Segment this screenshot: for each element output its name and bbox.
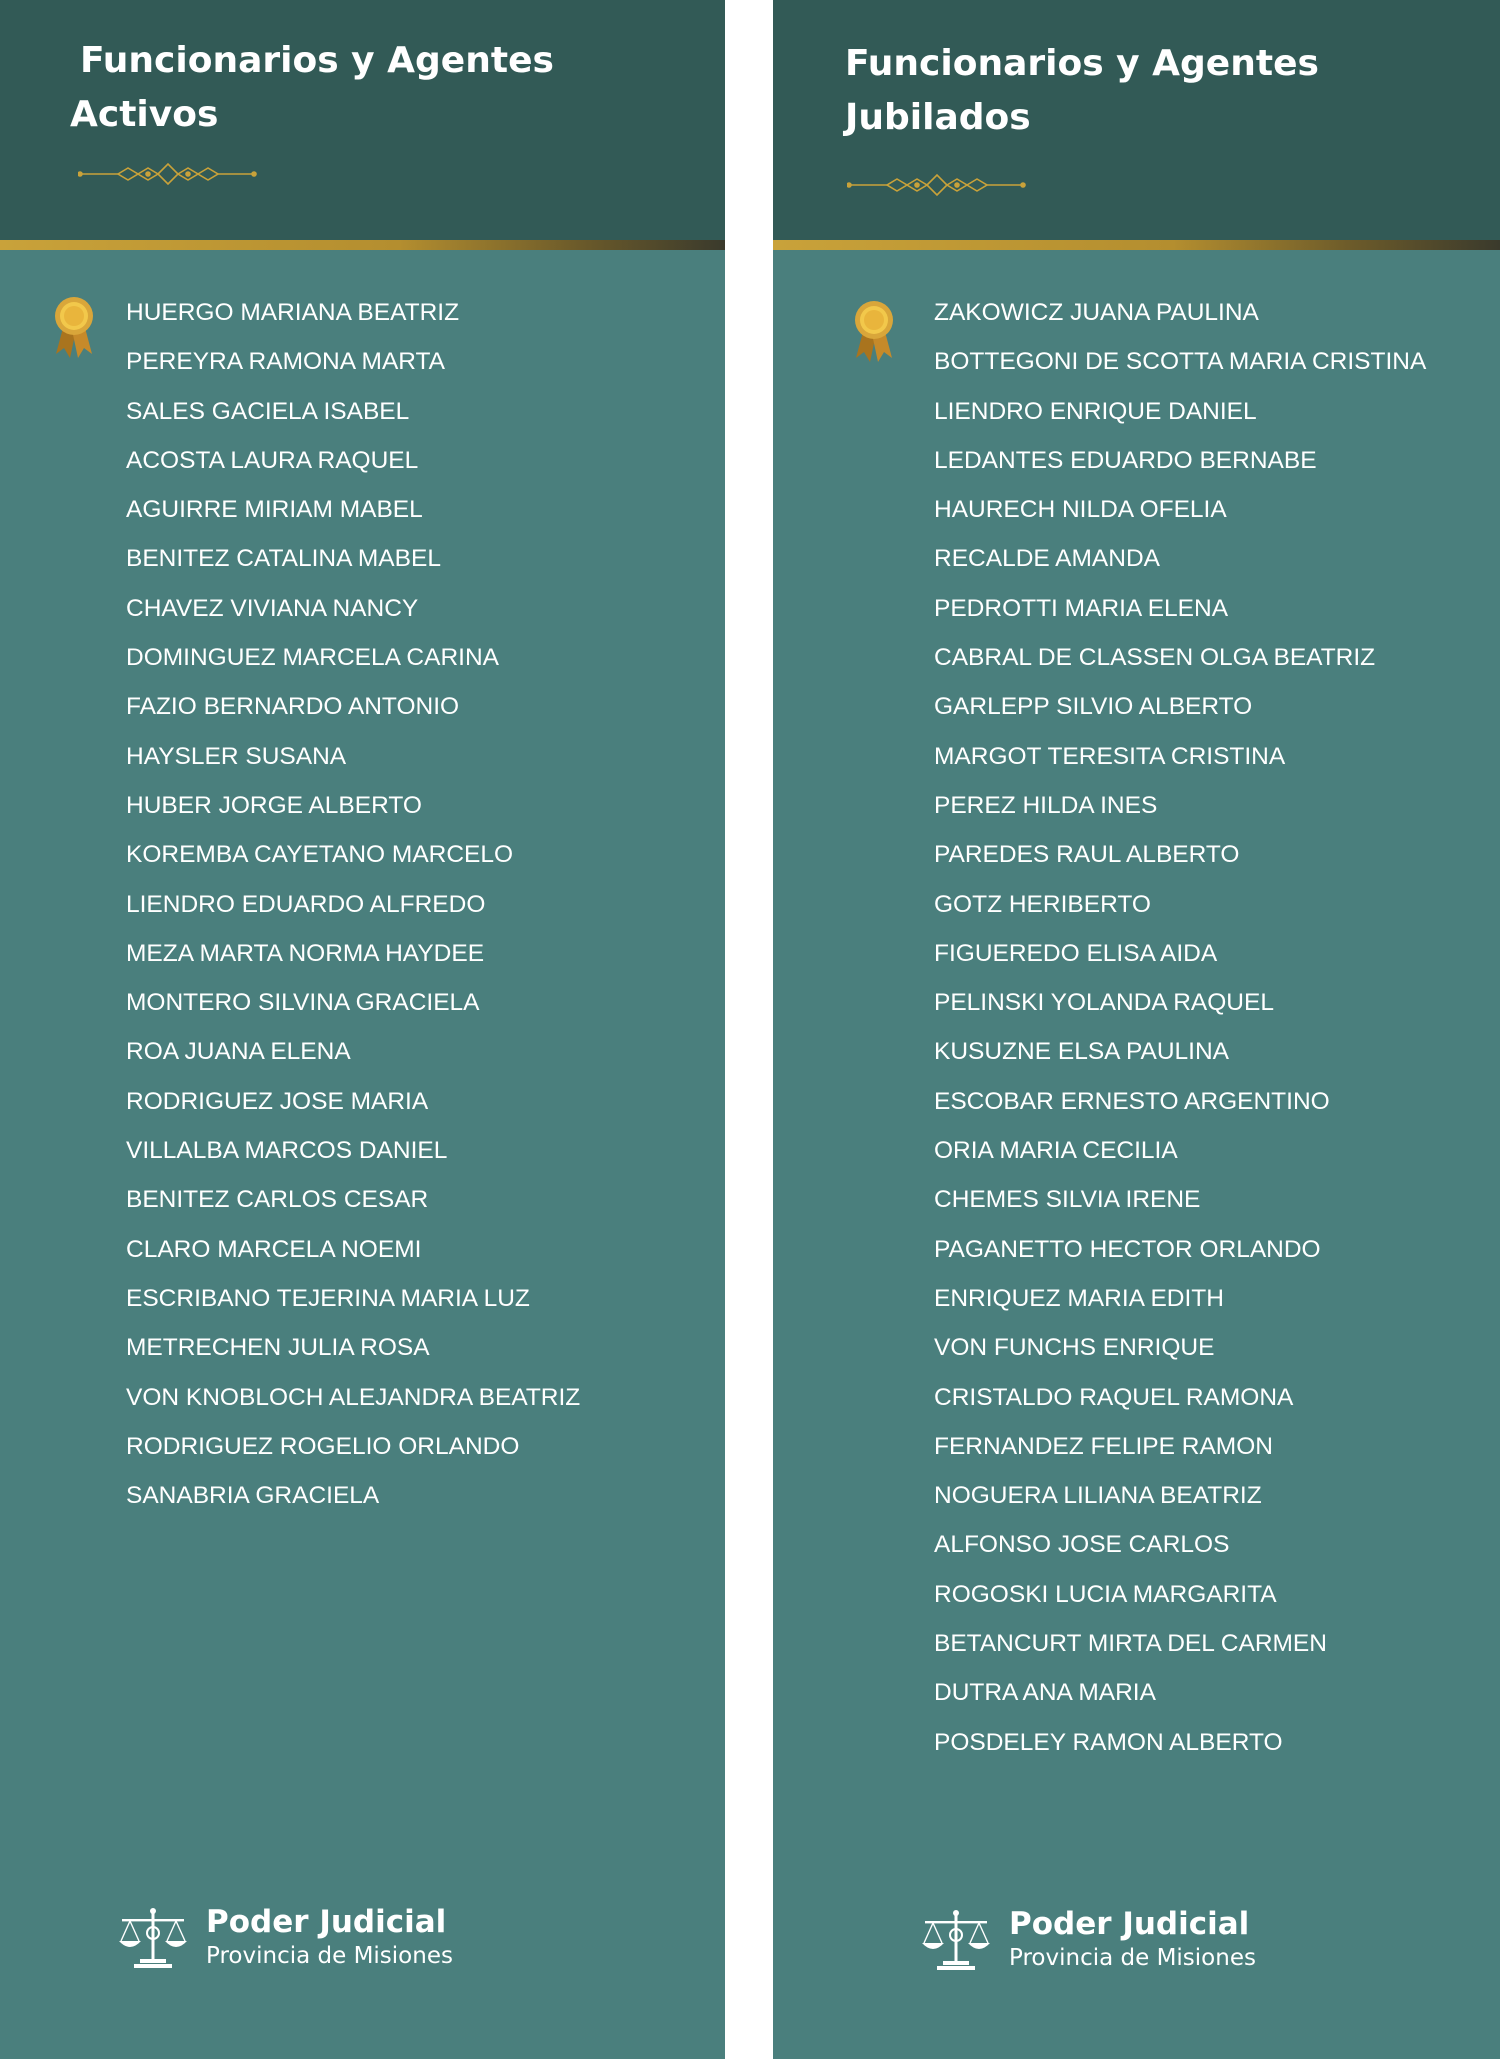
logo-subtitle: Provincia de Misiones [206,1943,453,1969]
names-list [126,288,580,1520]
list-item: BOTTEGONI DE SCOTTA MARIA CRISTINA [934,348,1427,376]
list-item: SANABRIA GRACIELA [126,1482,380,1510]
list-item: MEZA MARTA NORMA HAYDEE [126,939,485,967]
logo-org-name: Poder Judicial [1009,1906,1250,1942]
list-item: LIENDRO EDUARDO ALFREDO [126,890,486,918]
panel-title [845,37,1319,145]
list-item: ROA JUANA ELENA [126,1038,351,1066]
scales-of-justice-icon [118,1905,188,1971]
list-item: PAGANETTO HECTOR ORLANDO [934,1235,1321,1263]
list-item: MARGOT TERESITA CRISTINA [934,742,1286,770]
list-item: FIGUEREDO ELISA AIDA [934,939,1218,967]
poder-judicial-logo [118,1904,453,1972]
list-item: DOMINGUEZ MARCELA CARINA [126,644,499,672]
panel-title-line2: Activos [70,94,219,135]
list-item: FERNANDEZ FELIPE RAMON [934,1432,1273,1460]
list-item: PEDROTTI MARIA ELENA [934,594,1229,622]
list-item: AGUIRRE MIRIAM MABEL [126,496,423,524]
ornament-divider-icon [847,173,1027,197]
panel-title-line1: Funcionarios y Agentes [80,40,554,81]
panel-title-line1: Funcionarios y Agentes [845,43,1319,84]
list-item: RODRIGUEZ ROGELIO ORLANDO [126,1432,520,1460]
names-list [934,288,1426,1767]
list-item: ESCOBAR ERNESTO ARGENTINO [934,1087,1330,1115]
list-item: ROGOSKI LUCIA MARGARITA [934,1580,1277,1608]
list-item: METRECHEN JULIA ROSA [126,1334,430,1362]
list-item: CRISTALDO RAQUEL RAMONA [934,1383,1294,1411]
list-item: MONTERO SILVINA GRACIELA [126,989,480,1017]
list-item: VON FUNCHS ENRIQUE [934,1334,1215,1362]
list-item: VILLALBA MARCOS DANIEL [126,1137,448,1165]
list-item: ORIA MARIA CECILIA [934,1137,1178,1165]
list-item: PAREDES RAUL ALBERTO [934,841,1240,869]
list-item: RODRIGUEZ JOSE MARIA [126,1087,429,1115]
list-item: ESCRIBANO TEJERINA MARIA LUZ [126,1284,530,1312]
gold-divider-bar [0,240,725,250]
panel-title [70,34,554,142]
list-item: POSDELEY RAMON ALBERTO [934,1728,1283,1756]
poder-judicial-logo [921,1906,1256,1974]
award-ribbon-icon [52,296,96,360]
list-item: LEDANTES EDUARDO BERNABE [934,446,1317,474]
list-item: ENRIQUEZ MARIA EDITH [934,1284,1224,1312]
list-item: KUSUZNE ELSA PAULINA [934,1038,1230,1066]
list-item: PEREYRA RAMONA MARTA [126,348,446,376]
list-item: BETANCURT MIRTA DEL CARMEN [934,1630,1327,1658]
list-item: PELINSKI YOLANDA RAQUEL [934,989,1274,1017]
list-item: LIENDRO ENRIQUE DANIEL [934,397,1257,425]
list-item: ACOSTA LAURA RAQUEL [126,446,419,474]
list-item: CLARO MARCELA NOEMI [126,1235,422,1263]
panel-jubilados [773,0,1500,2059]
ornament-divider-icon [78,162,258,186]
list-item: VON KNOBLOCH ALEJANDRA BEATRIZ [126,1383,581,1411]
panel-header [0,0,725,240]
list-item: PEREZ HILDA INES [934,791,1158,819]
list-item: NOGUERA LILIANA BEATRIZ [934,1482,1262,1510]
list-item: HAYSLER SUSANA [126,742,347,770]
list-item: FAZIO BERNARDO ANTONIO [126,693,460,721]
panel-title-line2: Jubilados [845,97,1031,138]
list-item: CHAVEZ VIVIANA NANCY [126,594,419,622]
list-item: CABRAL DE CLASSEN OLGA BEATRIZ [934,644,1376,672]
list-item: HUBER JORGE ALBERTO [126,791,422,819]
list-item: BENITEZ CATALINA MABEL [126,545,441,573]
award-ribbon-icon [852,300,896,364]
list-item: GOTZ HERIBERTO [934,890,1151,918]
panel-header [773,0,1500,240]
list-item: GARLEPP SILVIO ALBERTO [934,693,1253,721]
logo-subtitle: Provincia de Misiones [1009,1945,1256,1971]
logo-org-name: Poder Judicial [206,1904,447,1940]
panel-activos [0,0,725,2059]
list-item: HAURECH NILDA OFELIA [934,496,1227,524]
list-item: CHEMES SILVIA IRENE [934,1186,1201,1214]
gold-divider-bar [773,240,1500,250]
list-item: SALES GACIELA ISABEL [126,397,410,425]
list-item: HUERGO MARIANA BEATRIZ [126,299,460,326]
list-item: RECALDE AMANDA [934,545,1161,573]
list-item: BENITEZ CARLOS CESAR [126,1186,429,1214]
list-item: DUTRA ANA MARIA [934,1679,1156,1707]
list-item: ALFONSO JOSE CARLOS [934,1531,1230,1559]
list-item: ZAKOWICZ JUANA PAULINA [934,299,1259,326]
list-item: KOREMBA CAYETANO MARCELO [126,841,514,869]
scales-of-justice-icon [921,1907,991,1973]
